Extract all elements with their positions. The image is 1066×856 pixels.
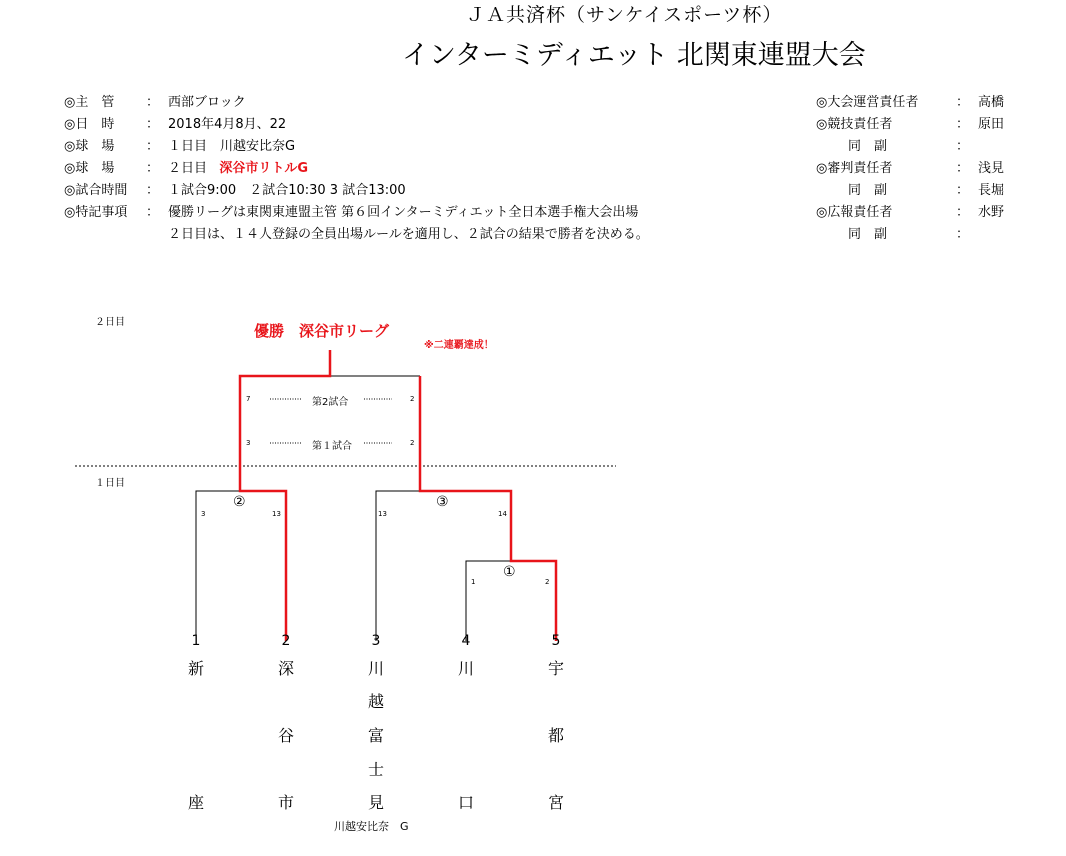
info-value: 高橋: [978, 95, 1005, 110]
final-game2-label: 第2試合: [312, 397, 349, 408]
day1-label: １日目: [95, 478, 125, 489]
info-value: 浅見: [978, 161, 1005, 176]
title-line-1: ＪＡ共済杯（サンケイスポーツ杯）: [466, 4, 783, 26]
info-label: ◎審判責任者: [816, 161, 893, 176]
score-g1-left: 1: [471, 578, 476, 586]
info-label: 同 副: [848, 183, 888, 198]
team-number: 2: [281, 633, 291, 649]
team-name-char: 川: [367, 659, 384, 678]
final-game1-right-score: 2: [410, 439, 415, 447]
score-g3-right: 14: [498, 510, 507, 518]
team-name-char: 士: [367, 760, 384, 779]
team-name-char: 市: [277, 793, 294, 812]
info-sep: ：: [956, 205, 970, 220]
info-label: ◎特記事項: [64, 205, 128, 220]
info-label: ◎大会運営責任者: [816, 95, 919, 110]
info-value: 西部ブロック: [168, 95, 246, 110]
info-sep: ：: [956, 117, 970, 132]
team-number: 3: [371, 633, 381, 649]
info-label: ◎競技責任者: [816, 117, 893, 132]
info-sep: ：: [146, 183, 160, 198]
team-name-char: 座: [187, 793, 204, 812]
info-sep: ：: [146, 205, 160, 220]
info-value: 水野: [978, 205, 1005, 220]
info-label: ◎球 場: [64, 139, 115, 154]
info-value: 優勝リーグは東関東連盟主管 第６回インターミディエット全日本選手権大会出場: [168, 205, 639, 220]
team-name-char: 都: [547, 726, 564, 745]
game-mark-2: ②: [233, 494, 246, 510]
info-value: 原田: [978, 117, 1005, 132]
info-sep: ：: [956, 95, 970, 110]
info-sep: ：: [146, 139, 160, 154]
team-name-char: 谷: [277, 726, 294, 745]
info-value: １日目 川越安比奈G: [168, 139, 296, 154]
info-label: ◎広報責任者: [816, 205, 893, 220]
final-game1-label: 第１試合: [312, 441, 352, 452]
info-sep: ：: [956, 139, 970, 154]
team-name-char: 宇: [547, 659, 564, 678]
team-name-char: 見: [367, 793, 384, 812]
day2-label: ２日目: [95, 317, 125, 328]
score-g2-left: 3: [201, 510, 206, 518]
note-label: ※二連覇達成！: [424, 340, 494, 351]
info-label: ◎試合時間: [64, 183, 128, 198]
final-game1-left-score: 3: [246, 439, 251, 447]
info-value: 長堀: [978, 183, 1005, 198]
team-number: 5: [551, 633, 561, 649]
info-sep: ：: [146, 95, 160, 110]
venue-note: 川越安比奈 G: [334, 820, 409, 833]
info-value: １試合9:00 ２試合10:30 3 試合13:00: [168, 183, 406, 198]
game-mark-1: ①: [503, 564, 516, 580]
team-name-char: 越: [367, 692, 384, 711]
final-game2-left-score: 7: [246, 395, 251, 403]
game-mark-3: ③: [436, 494, 449, 510]
team-number: 1: [191, 633, 201, 649]
score-g3-left: 13: [378, 510, 387, 518]
info-highlight-venue: 深谷市リトルG: [219, 161, 309, 176]
info-sep: ：: [956, 183, 970, 198]
info-label: ◎主 管: [64, 95, 115, 110]
team-name-char: 宮: [547, 793, 564, 812]
info-note: ２日目は、１４人登録の全員出場ルールを適用し、２試合の結果で勝者を決める。: [168, 227, 649, 242]
info-value: 2018年4月8月、22: [168, 117, 287, 132]
title-line-2: インターミディエット 北関東連盟大会: [402, 40, 866, 71]
champion-label: 優勝 深谷市リーグ: [254, 322, 390, 340]
info-label: 同 副: [848, 139, 888, 154]
team-name-char: 口: [457, 793, 474, 812]
final-game2-right-score: 2: [410, 395, 415, 403]
score-g2-right: 13: [272, 510, 281, 518]
team-name-char: 富: [367, 726, 384, 745]
info-label: ◎球 場: [64, 161, 115, 176]
team-name-char: 新: [187, 659, 204, 678]
info-sep: ：: [956, 161, 970, 176]
info-label: 同 副: [848, 227, 888, 242]
team-name-char: 川: [457, 659, 474, 678]
info-sep: ：: [146, 117, 160, 132]
info-value: ２日目: [168, 161, 208, 176]
score-g1-right: 2: [545, 578, 550, 586]
info-sep: ：: [956, 227, 970, 242]
info-sep: ：: [146, 161, 160, 176]
team-number: 4: [461, 633, 471, 649]
info-label: ◎日 時: [64, 117, 115, 132]
team-name-char: 深: [277, 659, 294, 678]
